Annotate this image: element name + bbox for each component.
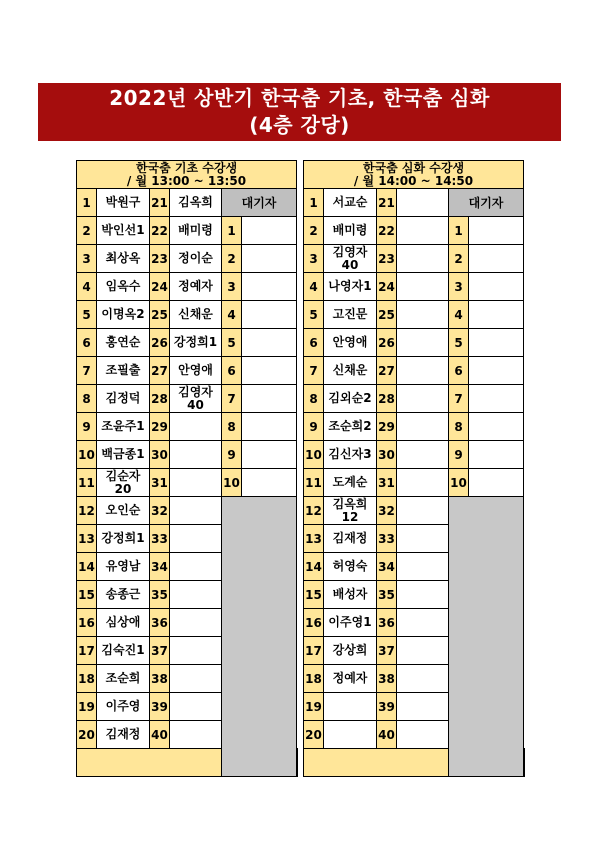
waitlist-name (469, 273, 524, 301)
student-name: 이주영1 (324, 609, 377, 637)
seat-number: 1 (304, 189, 324, 217)
student-name (170, 637, 222, 665)
student-name: 오인순 (97, 497, 150, 525)
waitlist-number: 10 (449, 469, 469, 497)
student-name: 이주영 (97, 693, 150, 721)
seat-number: 11 (304, 469, 324, 497)
student-name (397, 273, 449, 301)
seat-number: 33 (150, 525, 170, 553)
student-name: 홍연순 (97, 329, 150, 357)
student-name: 나영자1 (324, 273, 377, 301)
seat-number: 26 (377, 329, 397, 357)
seat-number: 37 (377, 637, 397, 665)
seat-number: 32 (377, 497, 397, 525)
table-row (77, 441, 298, 469)
student-name (324, 721, 377, 749)
seat-number: 36 (377, 609, 397, 637)
class-title: 한국춤 심화 수강생 (362, 160, 465, 175)
seat-number: 5 (77, 301, 97, 329)
seat-number: 34 (150, 553, 170, 581)
student-name: 백금종1 (97, 441, 150, 469)
seat-number: 14 (77, 553, 97, 581)
student-name: 강정희1 (97, 525, 150, 553)
seat-number: 16 (77, 609, 97, 637)
student-name (397, 357, 449, 385)
seat-number: 19 (77, 693, 97, 721)
student-name: 유영남 (97, 553, 150, 581)
student-name (170, 497, 222, 525)
student-name: 심상애 (97, 609, 150, 637)
table-row (304, 217, 525, 245)
table-row (304, 301, 525, 329)
student-name (170, 413, 222, 441)
student-name (397, 329, 449, 357)
student-name (397, 385, 449, 413)
seat-number: 30 (377, 441, 397, 469)
header-row (304, 161, 525, 189)
student-name: 도계순 (324, 469, 377, 497)
waitlist-name (469, 245, 524, 273)
student-name (170, 721, 222, 749)
seat-number: 39 (377, 693, 397, 721)
header-row (77, 161, 298, 189)
waitlist-number: 2 (222, 245, 242, 273)
waitlist-number: 10 (222, 469, 242, 497)
waitlist-number: 9 (222, 441, 242, 469)
student-name: 박원구 (97, 189, 150, 217)
seat-number: 18 (77, 665, 97, 693)
student-name: 배미령 (170, 217, 222, 245)
seat-number: 4 (304, 273, 324, 301)
table-row (304, 413, 525, 441)
student-name: 강상희 (324, 637, 377, 665)
student-name (397, 189, 449, 217)
seat-number: 22 (377, 217, 397, 245)
waitlist-number: 4 (449, 301, 469, 329)
waitlist-name (469, 385, 524, 413)
waitlist-name (242, 357, 297, 385)
seat-number: 13 (304, 525, 324, 553)
waitlist-name (242, 217, 297, 245)
seat-number: 6 (77, 329, 97, 357)
seat-number: 38 (150, 665, 170, 693)
title-line-1: 2022년 상반기 한국춤 기초, 한국춤 심화 (109, 86, 490, 110)
student-name (397, 693, 449, 721)
student-name: 정예자 (324, 665, 377, 693)
seat-number: 37 (150, 637, 170, 665)
student-name: 김외순2 (324, 385, 377, 413)
seat-number: 13 (77, 525, 97, 553)
seat-number: 39 (150, 693, 170, 721)
waitlist-number: 6 (222, 357, 242, 385)
student-name: 강정희1 (170, 329, 222, 357)
seat-number: 22 (150, 217, 170, 245)
student-name: 최상옥 (97, 245, 150, 273)
student-name: 김옥희 (170, 189, 222, 217)
student-name: 김재정 (324, 525, 377, 553)
seat-number: 23 (377, 245, 397, 273)
seat-number: 9 (77, 413, 97, 441)
seat-number: 2 (304, 217, 324, 245)
seat-number: 27 (377, 357, 397, 385)
waitlist-name (242, 385, 297, 413)
waitlist-name (469, 301, 524, 329)
seat-number: 40 (150, 721, 170, 749)
seat-number: 21 (377, 189, 397, 217)
student-name: 조순희2 (324, 413, 377, 441)
student-name (397, 665, 449, 693)
seat-number: 35 (377, 581, 397, 609)
seat-number: 24 (377, 273, 397, 301)
student-name: 김정덕 (97, 385, 150, 413)
waitlist-name (242, 245, 297, 273)
table-row (304, 441, 525, 469)
waitlist-name (242, 413, 297, 441)
student-name: 조순희 (97, 665, 150, 693)
waitlist-name (242, 329, 297, 357)
seat-number: 15 (77, 581, 97, 609)
class-header (77, 161, 297, 189)
waitlist-name (242, 469, 297, 497)
student-name: 박인선1 (97, 217, 150, 245)
waitlist-header: 대기자 (449, 189, 524, 217)
student-name (397, 581, 449, 609)
student-name: 송종근 (97, 581, 150, 609)
seat-number: 30 (150, 441, 170, 469)
waitlist-number: 2 (449, 245, 469, 273)
class-schedule: / 월 13:00 ~ 13:50 (126, 173, 247, 188)
table-row (304, 497, 525, 525)
seat-number: 12 (304, 497, 324, 525)
student-name: 김순자 20 (97, 469, 150, 497)
student-name (170, 525, 222, 553)
student-name: 안영애 (170, 357, 222, 385)
table-row (77, 301, 298, 329)
student-name: 이명옥2 (97, 301, 150, 329)
seat-number: 18 (304, 665, 324, 693)
student-name (397, 245, 449, 273)
seat-number: 27 (150, 357, 170, 385)
seat-number: 31 (150, 469, 170, 497)
table-row (304, 329, 525, 357)
waitlist-name (469, 329, 524, 357)
seat-number: 33 (377, 525, 397, 553)
seat-number: 9 (304, 413, 324, 441)
waitlist-name (469, 217, 524, 245)
seat-number: 8 (77, 385, 97, 413)
seat-number: 20 (77, 721, 97, 749)
student-name: 김영자 40 (170, 385, 222, 413)
student-name: 조필출 (97, 357, 150, 385)
student-name (170, 609, 222, 637)
waitlist-number: 9 (449, 441, 469, 469)
waitlist-name (469, 469, 524, 497)
seat-number: 12 (77, 497, 97, 525)
seat-number: 10 (77, 441, 97, 469)
seat-number: 17 (304, 637, 324, 665)
seat-number: 31 (377, 469, 397, 497)
table-row (77, 385, 298, 413)
seat-number: 4 (77, 273, 97, 301)
student-name (397, 301, 449, 329)
seat-number: 36 (150, 609, 170, 637)
seat-number: 20 (304, 721, 324, 749)
student-name (170, 553, 222, 581)
seat-number: 40 (377, 721, 397, 749)
student-name: 정예자 (170, 273, 222, 301)
student-name (170, 665, 222, 693)
table-row (77, 245, 298, 273)
waitlist-number: 3 (449, 273, 469, 301)
table-row (304, 273, 525, 301)
waitlist-number: 7 (222, 385, 242, 413)
student-name: 안영애 (324, 329, 377, 357)
student-name: 신채운 (170, 301, 222, 329)
seat-number: 6 (304, 329, 324, 357)
student-name (170, 693, 222, 721)
seat-number: 7 (304, 357, 324, 385)
class-header (304, 161, 524, 189)
footer-cell (77, 749, 222, 777)
waitlist-header: 대기자 (222, 189, 297, 217)
seat-number: 15 (304, 581, 324, 609)
student-name (397, 469, 449, 497)
table-row (77, 413, 298, 441)
student-name: 서교순 (324, 189, 377, 217)
class-title: 한국춤 기초 수강생 (135, 160, 238, 175)
class-schedule: / 월 14:00 ~ 14:50 (353, 173, 474, 188)
table-row (304, 469, 525, 497)
table-row (304, 189, 525, 217)
student-name (170, 581, 222, 609)
waitlist-name (242, 273, 297, 301)
student-name (397, 217, 449, 245)
waitlist-number: 3 (222, 273, 242, 301)
seat-number: 38 (377, 665, 397, 693)
seat-number: 11 (77, 469, 97, 497)
waitlist-name (469, 413, 524, 441)
seat-number: 29 (150, 413, 170, 441)
student-name: 김신자3 (324, 441, 377, 469)
seat-number: 16 (304, 609, 324, 637)
student-name (397, 525, 449, 553)
waitlist-number: 1 (449, 217, 469, 245)
waitlist-number: 8 (449, 413, 469, 441)
seat-number: 25 (377, 301, 397, 329)
table-row (304, 357, 525, 385)
waitlist-name (469, 357, 524, 385)
student-name (397, 497, 449, 525)
seat-number: 32 (150, 497, 170, 525)
table-row (77, 469, 298, 497)
roster-table-advanced (303, 160, 525, 777)
seat-number: 3 (77, 245, 97, 273)
seat-number: 28 (150, 385, 170, 413)
student-name (397, 441, 449, 469)
waitlist-number: 8 (222, 413, 242, 441)
seat-number: 21 (150, 189, 170, 217)
seat-number: 26 (150, 329, 170, 357)
waitlist-number: 5 (449, 329, 469, 357)
student-name: 신채운 (324, 357, 377, 385)
waitlist-filler (449, 497, 524, 777)
table-row (304, 245, 525, 273)
seat-number: 34 (377, 553, 397, 581)
student-name: 배성자 (324, 581, 377, 609)
table-row (77, 189, 298, 217)
waitlist-name (242, 301, 297, 329)
student-name (397, 553, 449, 581)
waitlist-number: 6 (449, 357, 469, 385)
seat-number: 17 (77, 637, 97, 665)
seat-number: 24 (150, 273, 170, 301)
table-row (77, 273, 298, 301)
seat-number: 14 (304, 553, 324, 581)
seat-number: 8 (304, 385, 324, 413)
seat-number: 19 (304, 693, 324, 721)
student-name (324, 693, 377, 721)
student-name: 배미령 (324, 217, 377, 245)
student-name (397, 637, 449, 665)
table-row (77, 329, 298, 357)
student-name (397, 721, 449, 749)
student-name: 김재정 (97, 721, 150, 749)
student-name: 김영자 40 (324, 245, 377, 273)
seat-number: 23 (150, 245, 170, 273)
title-banner (38, 83, 561, 141)
waitlist-name (242, 441, 297, 469)
waitlist-name (469, 441, 524, 469)
student-name: 허영숙 (324, 553, 377, 581)
table-row (77, 357, 298, 385)
seat-number: 2 (77, 217, 97, 245)
table-row (304, 385, 525, 413)
footer-cell (304, 749, 449, 777)
roster-table-basic (76, 160, 298, 777)
footer-gray (297, 749, 298, 777)
title-line-2: (4층 강당) (249, 113, 350, 137)
seat-number: 1 (77, 189, 97, 217)
student-name: 정이순 (170, 245, 222, 273)
student-name (170, 469, 222, 497)
student-name: 고진문 (324, 301, 377, 329)
waitlist-filler (222, 497, 297, 777)
seat-number: 28 (377, 385, 397, 413)
seat-number: 7 (77, 357, 97, 385)
table-row (77, 497, 298, 525)
waitlist-number: 5 (222, 329, 242, 357)
student-name: 조윤주1 (97, 413, 150, 441)
seat-number: 3 (304, 245, 324, 273)
footer-gray (524, 749, 525, 777)
waitlist-number: 1 (222, 217, 242, 245)
student-name: 김옥희 12 (324, 497, 377, 525)
waitlist-number: 7 (449, 385, 469, 413)
table-row (77, 217, 298, 245)
student-name (397, 609, 449, 637)
student-name: 김숙진1 (97, 637, 150, 665)
waitlist-number: 4 (222, 301, 242, 329)
student-name (397, 413, 449, 441)
seat-number: 5 (304, 301, 324, 329)
seat-number: 10 (304, 441, 324, 469)
seat-number: 25 (150, 301, 170, 329)
seat-number: 29 (377, 413, 397, 441)
seat-number: 35 (150, 581, 170, 609)
student-name (170, 441, 222, 469)
student-name: 임옥수 (97, 273, 150, 301)
